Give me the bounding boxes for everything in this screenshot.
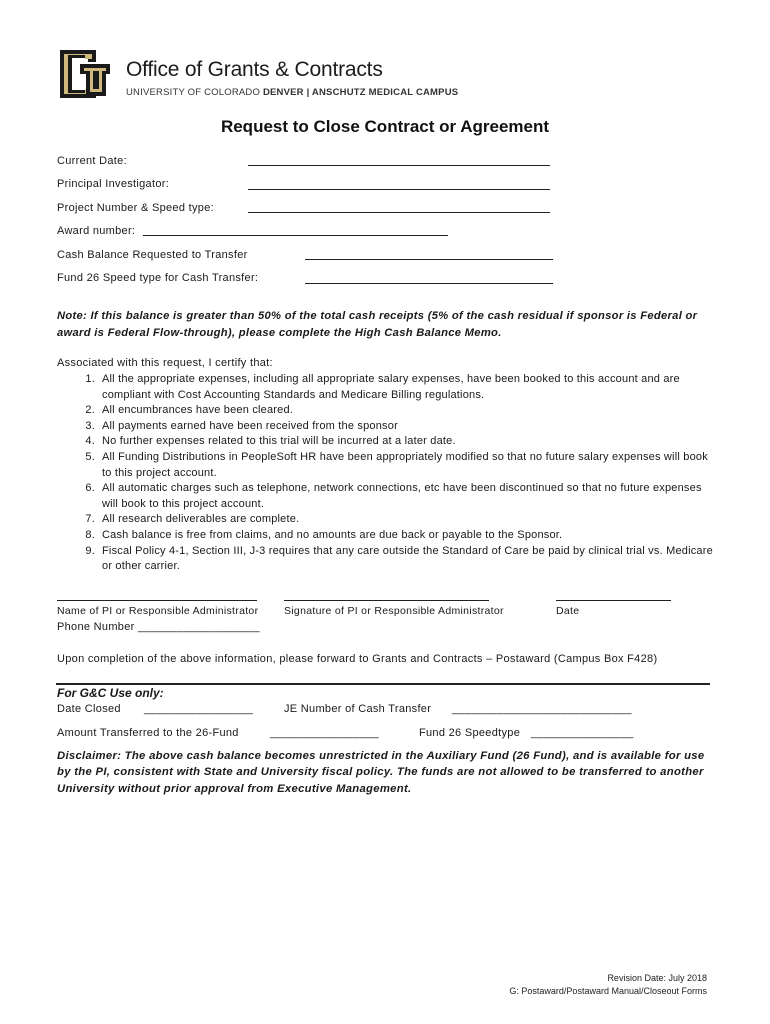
- pi-signature-label: Signature of PI or Responsible Administrator: [284, 605, 504, 617]
- list-item: 4. No further expenses related to this trial will be incurred at a later date.: [85, 435, 456, 448]
- gc-use-heading: For G&C Use only:: [57, 686, 164, 700]
- cash-balance-field[interactable]: [305, 259, 553, 260]
- pi-name-field[interactable]: [57, 600, 257, 601]
- date-closed-label: Date Closed: [57, 703, 121, 715]
- principal-investigator-label: Principal Investigator:: [57, 178, 170, 190]
- principal-investigator-field[interactable]: [248, 189, 550, 190]
- pi-signature-field[interactable]: [284, 600, 489, 601]
- section-divider: [56, 683, 710, 685]
- signature-date-field[interactable]: [556, 600, 671, 601]
- revision-date: Revision Date: July 2018: [607, 973, 707, 983]
- list-item: 8. Cash balance is free from claims, and no amounts are due back or payable to the Sponsor.: [85, 528, 563, 541]
- current-date-field[interactable]: [248, 165, 550, 166]
- fund26-speedtype-gc-label: Fund 26 Speedtype: [419, 727, 521, 739]
- amount-transferred-label: Amount Transferred to the 26-Fund: [57, 727, 239, 739]
- je-number-field[interactable]: ____________________________: [452, 703, 632, 715]
- campus-subtitle: [126, 87, 458, 98]
- amount-transferred-field[interactable]: _________________: [270, 727, 380, 739]
- file-path: G: Postaward/Postaward Manual/Closeout Forms: [509, 986, 707, 996]
- forward-instructions: Upon completion of the above information, please forward to Grants and Contracts – Postaward (Campus Box F428): [57, 653, 658, 665]
- je-number-label: JE Number of Cash Transfer: [284, 703, 432, 715]
- list-item: 7. All research deliverables are complete.: [85, 513, 300, 526]
- office-title: Office of Grants & Contracts: [126, 58, 383, 81]
- cash-balance-label: Cash Balance Requested to Transfer: [57, 249, 248, 261]
- cu-logo-icon: [56, 44, 114, 104]
- current-date-label: Current Date:: [57, 155, 127, 167]
- phone-number-field[interactable]: Phone Number ___________________: [57, 621, 260, 633]
- campus-name: DENVER | ANSCHUTZ MEDICAL CAMPUS: [262, 87, 459, 98]
- list-item: 3. All payments earned have been received from the sponsor: [85, 419, 398, 432]
- list-item: 1. All the appropriate expenses, including all appropriate salary expenses, have been booked to this account and are compliant with Cost Accounting Standards and Medicare Billing regulations.: [85, 373, 680, 401]
- date-label: Date: [556, 605, 580, 617]
- university-name: UNIVERSITY OF COLORADO: [126, 87, 261, 98]
- project-number-field[interactable]: [248, 212, 550, 213]
- fund26-speedtype-label: Fund 26 Speed type for Cash Transfer:: [57, 272, 259, 284]
- high-cash-balance-note: Note: If this balance is greater than 50% of the total cash receipts (5% of the cash residual if sponsor is Federal or award is Federal Flow-through), please complete the High Cash Balance Memo.: [57, 310, 698, 339]
- fund26-speedtype-field[interactable]: [305, 283, 553, 284]
- list-item: 2. All encumbrances have been cleared.: [85, 404, 294, 417]
- fund26-speedtype-gc-field[interactable]: ________________: [531, 727, 634, 739]
- award-number-field[interactable]: [143, 235, 448, 236]
- list-item: 5. All Funding Distributions in PeopleSoft HR have been appropriately modified so that no future salary expenses will book to this project account.: [85, 450, 708, 479]
- disclaimer: Disclaimer: The above cash balance becomes unrestricted in the Auxiliary Fund (26 Fund), and is available for use by the PI, consistent with State and University fiscal policy. The funds are not allowed to be transferred to another University without prior approval from Executive Management.: [57, 750, 705, 795]
- date-closed-field[interactable]: _________________: [144, 703, 254, 715]
- certify-list: [57, 372, 717, 575]
- page-title: Request to Close Contract or Agreement: [220, 117, 550, 136]
- award-number-label: Award number:: [57, 225, 136, 237]
- pi-name-label: Name of PI or Responsible Administrator: [57, 605, 259, 617]
- list-item: 6. All automatic charges such as telephone, network connections, etc have been discontinued so that no future expenses will book to this project account.: [85, 482, 702, 510]
- project-number-label: Project Number & Speed type:: [57, 202, 214, 214]
- certify-intro: Associated with this request, I certify that:: [57, 357, 273, 369]
- list-item: 9. Fiscal Policy 4-1, Section III, J-3 requires that any care outside the Standard of Care be paid by clinical trial vs. Medicare or other carrier.: [85, 544, 713, 573]
